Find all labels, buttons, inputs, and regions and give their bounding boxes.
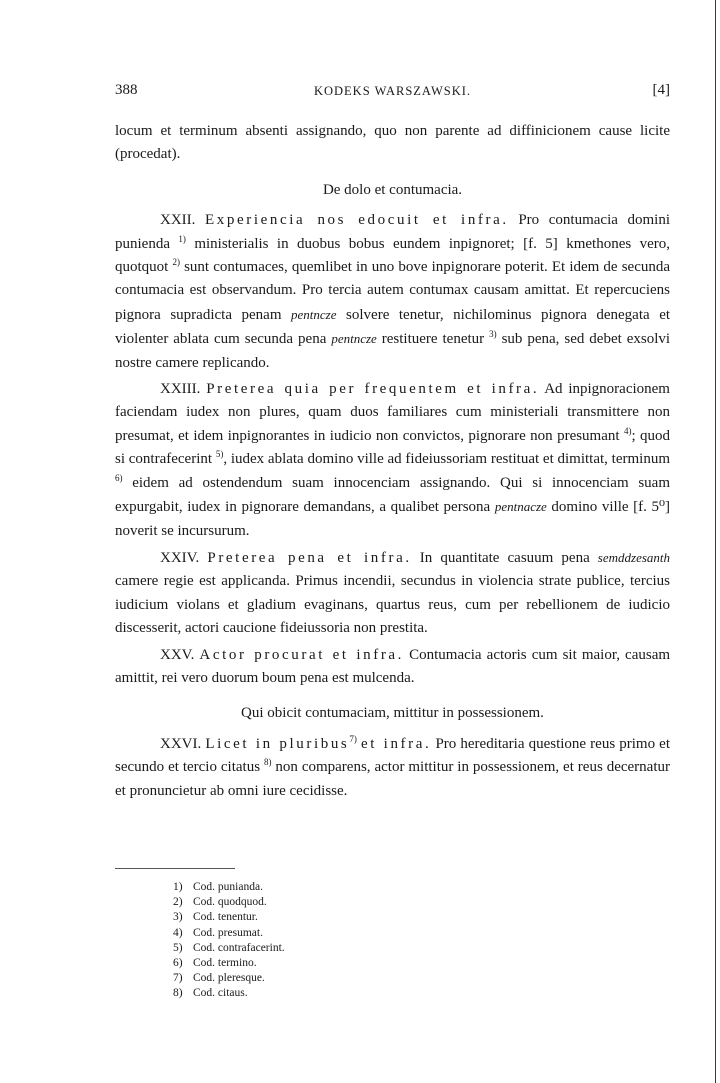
- folio-mark: [f. 5⁰]: [633, 499, 670, 516]
- heading-dolo-contumacia: De dolo et contumacia.: [322, 181, 463, 198]
- footnote: 4) Cod. presumat.: [173, 926, 263, 939]
- section-incipit: Actor procurat et infra.: [199, 646, 405, 663]
- section-incipit: Licet in pluribus: [205, 735, 350, 752]
- page-number: 388: [115, 82, 138, 98]
- footnote: 3) Cod. tenentur.: [173, 911, 258, 924]
- footnote: 1) Cod. punianda.: [173, 881, 263, 893]
- footnote-ref: 5): [215, 449, 224, 460]
- section-numeral: XXVI.: [160, 735, 202, 752]
- footnote-ref: 7): [349, 733, 357, 744]
- section-xxiv: XXIV. Preterea pena et infra. In quantitate casuum pena semddzesanth camere regie est applicanda. Primus incendii, secundus in violencia strate publice, tercius iudicium violans et gladium evaginans, quartus reus, cum per rebellionem de iudicio discesserit, actori caucione fideiussoria non prestita.: [115, 549, 671, 637]
- footnote-ref: 3): [489, 329, 497, 340]
- footnote: 8) Cod. citaus.: [173, 987, 248, 1000]
- footnote-ref: 2): [172, 257, 180, 268]
- section-xxiii: XXIII. Preterea quia per frequentem et infra. Ad inpignoracionem faciendam iudex non plures, quam duos familiares cum ministeriali transmittere non presumat, et idem inpignorantes in iudicio non convictos, pignorare non presumant $^{4)}$; quod si contrafecerint $^{5)}$, iudex ablata domino ville ad fideiussoriam restituat et dimittat, terminum $^{6)}$ eidem ad ostendendum suam innocenciam assignando. Qui si innocenciam suam expurgabit, iudex in pignorare demandans, a qualibet persona pentnacze domino ville [f. 5⁰] noverit se incursurum.: [115, 381, 671, 539]
- italic-term: semddzesanth: [597, 549, 671, 565]
- section-incipit: Experiencia nos edocuit et infra.: [205, 212, 509, 229]
- section-mark: [4]: [652, 82, 670, 98]
- section-incipit: et infra.: [360, 735, 432, 752]
- section-xxii: XXII. Experiencia nos edocuit et infra. Pro contumacia domini punienda $^{1)}$ ministerialis in duobus bobus eundem inpignoret; [f. 5] kmethones vero, quotquot $^{2)}$ sunt contumaces, quemlibet in uno bove inpignorare poterit. Et idem de secunda contumacia est observandum. Pro tercia autem contumax causam amittat. Et repercuciens pignora supradicta penam pentncze solvere tenetur, nichilominus pignora denegata et violenter ablata cum secunda pena pentncze restituere tenetur $^{3)}$ sub pena, sed debet exsolvi nostre camere replicando.: [115, 212, 671, 371]
- main-text: [115, 120, 670, 803]
- section-numeral: XXIII.: [160, 381, 201, 398]
- section-numeral: XXII.: [160, 212, 196, 229]
- folio-mark: [f. 5]: [523, 235, 558, 252]
- page-edge-line: [715, 0, 716, 1083]
- footnote-ref: 6): [115, 472, 123, 483]
- footnote-ref: 8): [263, 757, 272, 768]
- section-numeral: XXV.: [160, 646, 195, 663]
- italic-term: pentnacze: [494, 499, 547, 515]
- running-header: [115, 82, 670, 104]
- footnotes: [173, 880, 473, 1002]
- section-incipit: Preterea quia per frequentem et infra.: [206, 381, 540, 398]
- intro-paragraph: locum et terminum absenti assignando, quo non parente ad diffinicionem cause licite (procedat).: [115, 123, 670, 163]
- footnote: 2) Cod. quodquod.: [173, 896, 267, 909]
- section-xxvi: XXVI. Licet in pluribus$^{7)}$ et infra. Pro hereditaria questione reus primo et secundo et tercio citatus $^{8)}$ non comparens, actor mittitur in possessionem, et reus decernatur et pronuncietur ab omni iure cecidisse.: [115, 733, 670, 799]
- running-title: KODEKS WARSZAWSKI.: [313, 84, 472, 98]
- footnote: 5) Cod. contrafacerint.: [173, 941, 285, 954]
- footnote: 7) Cod. pleresque.: [173, 972, 265, 985]
- italic-term: pentncze: [291, 306, 337, 322]
- heading-contumaciam-possessionem: Qui obicit contumaciam, mittitur in possessionem.: [241, 705, 544, 722]
- footnote: 6) Cod. termino.: [173, 957, 257, 970]
- section-xxv: XXV. Actor procurat et infra. Contumacia actoris cum sit maior, causam amittit, rei vero duorum boum pena est mulcenda.: [115, 646, 671, 686]
- italic-term: pentncze: [331, 331, 377, 347]
- footnote-ref: 1): [178, 233, 186, 244]
- footnote-ref: 4): [623, 425, 632, 436]
- section-incipit: Preterea pena et infra.: [207, 549, 412, 566]
- section-numeral: XXIV.: [160, 549, 200, 566]
- footnote-divider: [115, 868, 235, 869]
